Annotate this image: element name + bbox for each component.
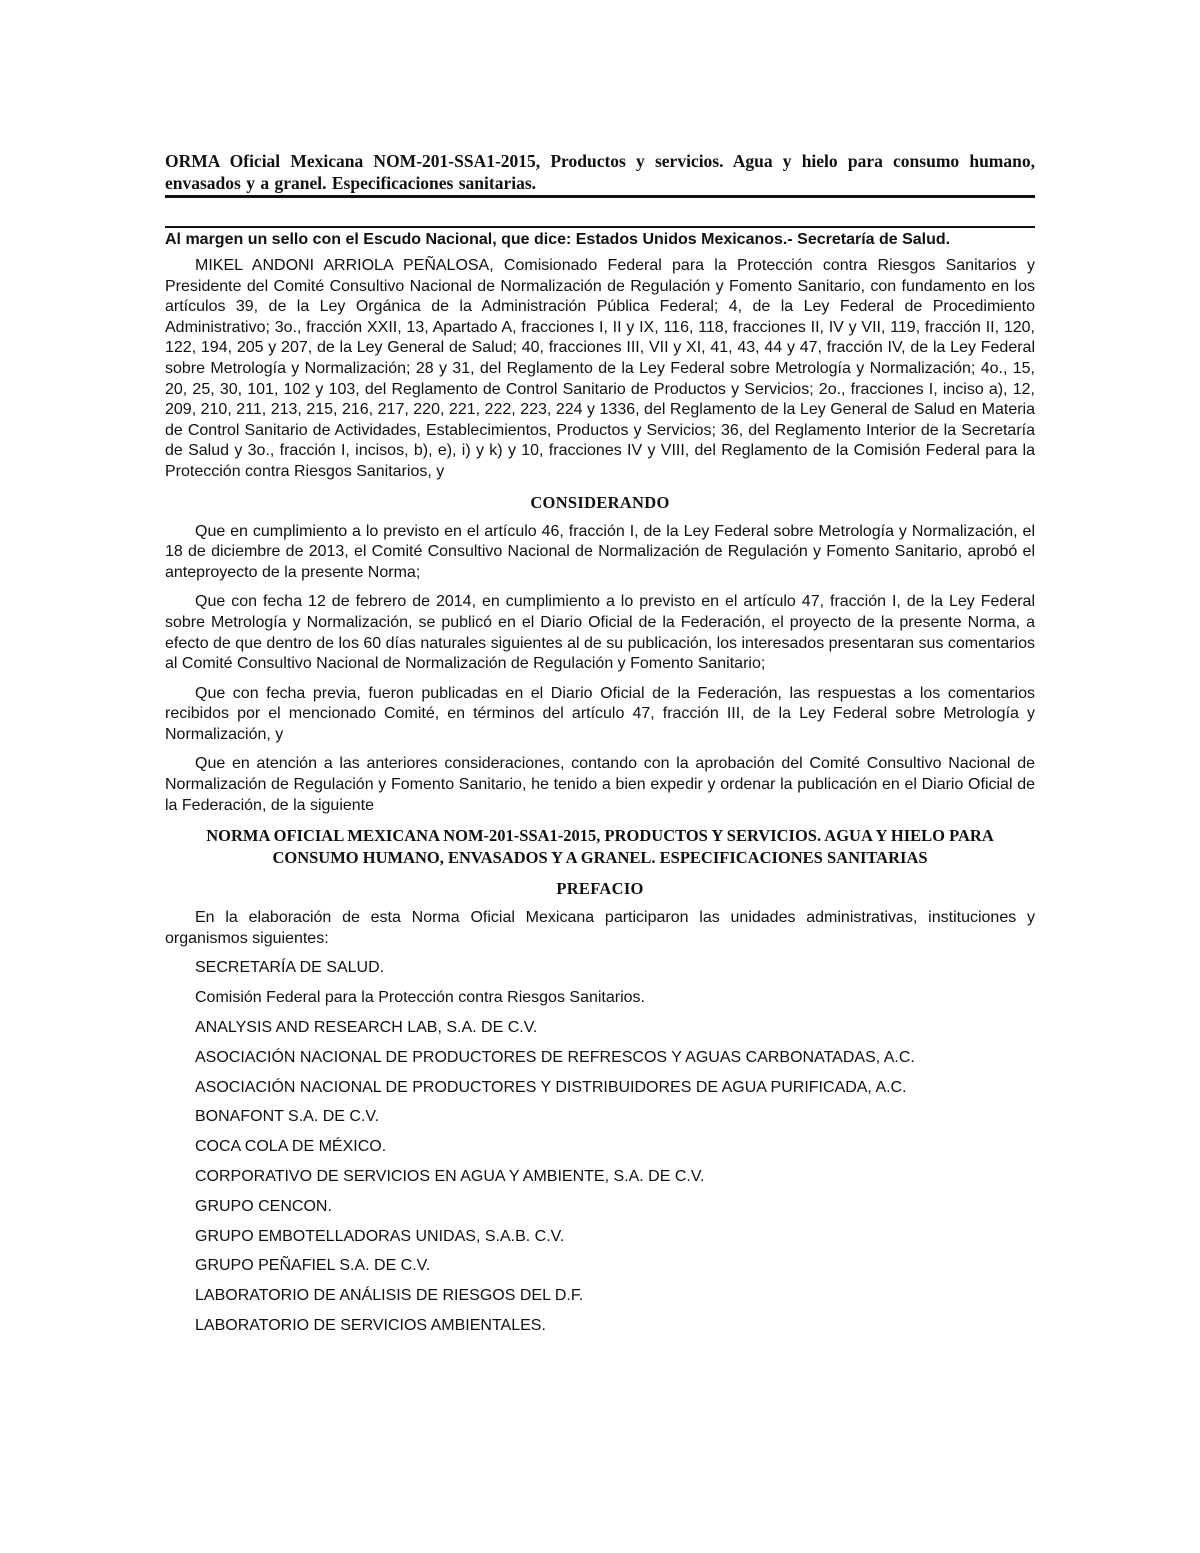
list-item: ANALYSIS AND RESEARCH LAB, S.A. DE C.V. bbox=[195, 1019, 538, 1037]
considerando-heading: CONSIDERANDO bbox=[530, 492, 670, 512]
organizations-list bbox=[165, 958, 1035, 1336]
list-item: BONAFONT S.A. DE C.V. bbox=[195, 1108, 380, 1126]
list-item: COCA COLA DE MÉXICO. bbox=[195, 1138, 387, 1156]
list-item: Comisión Federal para la Protección contra Riesgos Sanitarios. bbox=[195, 989, 645, 1007]
list-item: ASOCIACIÓN NACIONAL DE PRODUCTORES Y DISTRIBUIDORES DE AGUA PURIFICADA, A.C. bbox=[195, 1078, 907, 1096]
list-item: GRUPO EMBOTELLADORAS UNIDAS, S.A.B. C.V. bbox=[195, 1227, 565, 1245]
considerando-paragraph: Que con fecha previa, fueron publicadas en el Diario Oficial de la Federación, las respuestas a los comentarios recibidos por el mencionado Comité, en términos del artículo 47, fracción III, de la Ley Federal sobre Metrología y Normalización, y bbox=[165, 684, 1035, 743]
intro-paragraph: MIKEL ANDONI ARRIOLA PEÑALOSA, Comisionado Federal para la Protección contra Riesgos Sanitarios y Presidente del Comité Consultivo Nacional de Normalización de Regulación y Fomento Sanitario, con fundamento en los artículos 39, de la Ley Orgánica de la Administración Pública Federal; 4, de la Ley Federal de Procedimiento Administrativo; 3o., fracción XXII, 13, Apartado A, fracciones I, II y IX, 116, 118, fracciones II, IV y VII, 119, fracción II, 120, 122, 194, 205 y 207, de la Ley General de Salud; 40, fracciones III, VII y XI, 41, 43, 44 y 47, fracción IV, de la Ley Federal sobre Metrología y Normalización; 28 y 31, del Reglamento de la Ley Federal sobre Metrología y Normalización; 4o., 15, 20, 25, 30, 101, 102 y 103, del Reglamento de Control Sanitario de Productos y Servicios; 2o., fracciones I, inciso a), 12, 209, 210, 211, 213, 215, 216, 217, 220, 221, 222, 223, 224 y 1336, del Reglamento de la Ley General de Salud en Materia de Control Sanitario de Actividades, Establecimientos, Productos y Servicios; 36, del Reglamento Interior de la Secretaría de Salud y 3o., fracción I, incisos, b), e), i) y k) y 10, fracciones IV y VIII, del Reglamento de la Comisión Federal para la Protección contra Riesgos Sanitarios, y bbox=[165, 257, 1035, 480]
document-title: ORMA Oficial Mexicana NOM-201-SSA1-2015, Productos y servicios. Agua y hielo para consumo humano, envasados y a granel. Especificaciones sanitarias. bbox=[165, 150, 1035, 198]
list-item: SECRETARÍA DE SALUD. bbox=[195, 959, 385, 977]
prefacio-intro: En la elaboración de esta Norma Oficial Mexicana participaron las unidades administrativas, instituciones y organismos siguientes: bbox=[165, 909, 1035, 947]
list-item: LABORATORIO DE SERVICIOS AMBIENTALES. bbox=[195, 1317, 546, 1334]
section-divider bbox=[165, 226, 1035, 228]
considerando-paragraph: Que en atención a las anteriores consideraciones, contando con la aprobación del Comité Consultivo Nacional de Normalización de Regulación y Fomento Sanitario, he tenido a bien expedir y ordenar la publicación en el Diario Oficial de la Federación, de la siguiente bbox=[165, 755, 1035, 814]
considerando-paragraph: Que con fecha 12 de febrero de 2014, en cumplimiento a lo previsto en el artículo 47, fracción I, de la Ley Federal sobre Metrología y Normalización, se publicó en el Diario Oficial de la Federación, el proyecto de la presente Norma, a efecto de que dentro de los 60 días naturales siguientes al de su publicación, los interesados presentaran sus comentarios al Comité Consultivo Nacional de Normalización de Regulación y Fomento Sanitario; bbox=[165, 593, 1035, 673]
list-item: ASOCIACIÓN NACIONAL DE PRODUCTORES DE REFRESCOS Y AGUAS CARBONATADAS, A.C. bbox=[195, 1048, 915, 1066]
list-item: GRUPO CENCON. bbox=[195, 1197, 332, 1215]
list-item: LABORATORIO DE ANÁLISIS DE RIESGOS DEL D.F. bbox=[195, 1287, 584, 1305]
considerando-paragraph: Que en cumplimiento a lo previsto en el artículo 46, fracción I, de la Ley Federal sobre Metrología y Normalización, el 18 de diciembre de 2013, el Comité Consultivo Nacional de Normalización de Regulación y Fomento Sanitario, aprobó el anteproyecto de la presente Norma; bbox=[165, 522, 1035, 581]
norma-heading: NORMA OFICIAL MEXICANA NOM-201-SSA1-2015, PRODUCTOS Y SERVICIOS. AGUA Y HIELO PARA CONSUMO HUMANO, ENVASADOS Y A GRANEL. ESPECIFICACIONES SANITARIAS bbox=[206, 826, 994, 867]
list-item: GRUPO PEÑAFIEL S.A. DE C.V. bbox=[195, 1257, 431, 1275]
prefacio-heading: PREFACIO bbox=[556, 879, 644, 899]
list-item: CORPORATIVO DE SERVICIOS EN AGUA Y AMBIENTE, S.A. DE C.V. bbox=[195, 1168, 705, 1186]
seal-line: Al margen un sello con el Escudo Nacional, que dice: Estados Unidos Mexicanos.- Secretaría de Salud. bbox=[165, 231, 951, 248]
